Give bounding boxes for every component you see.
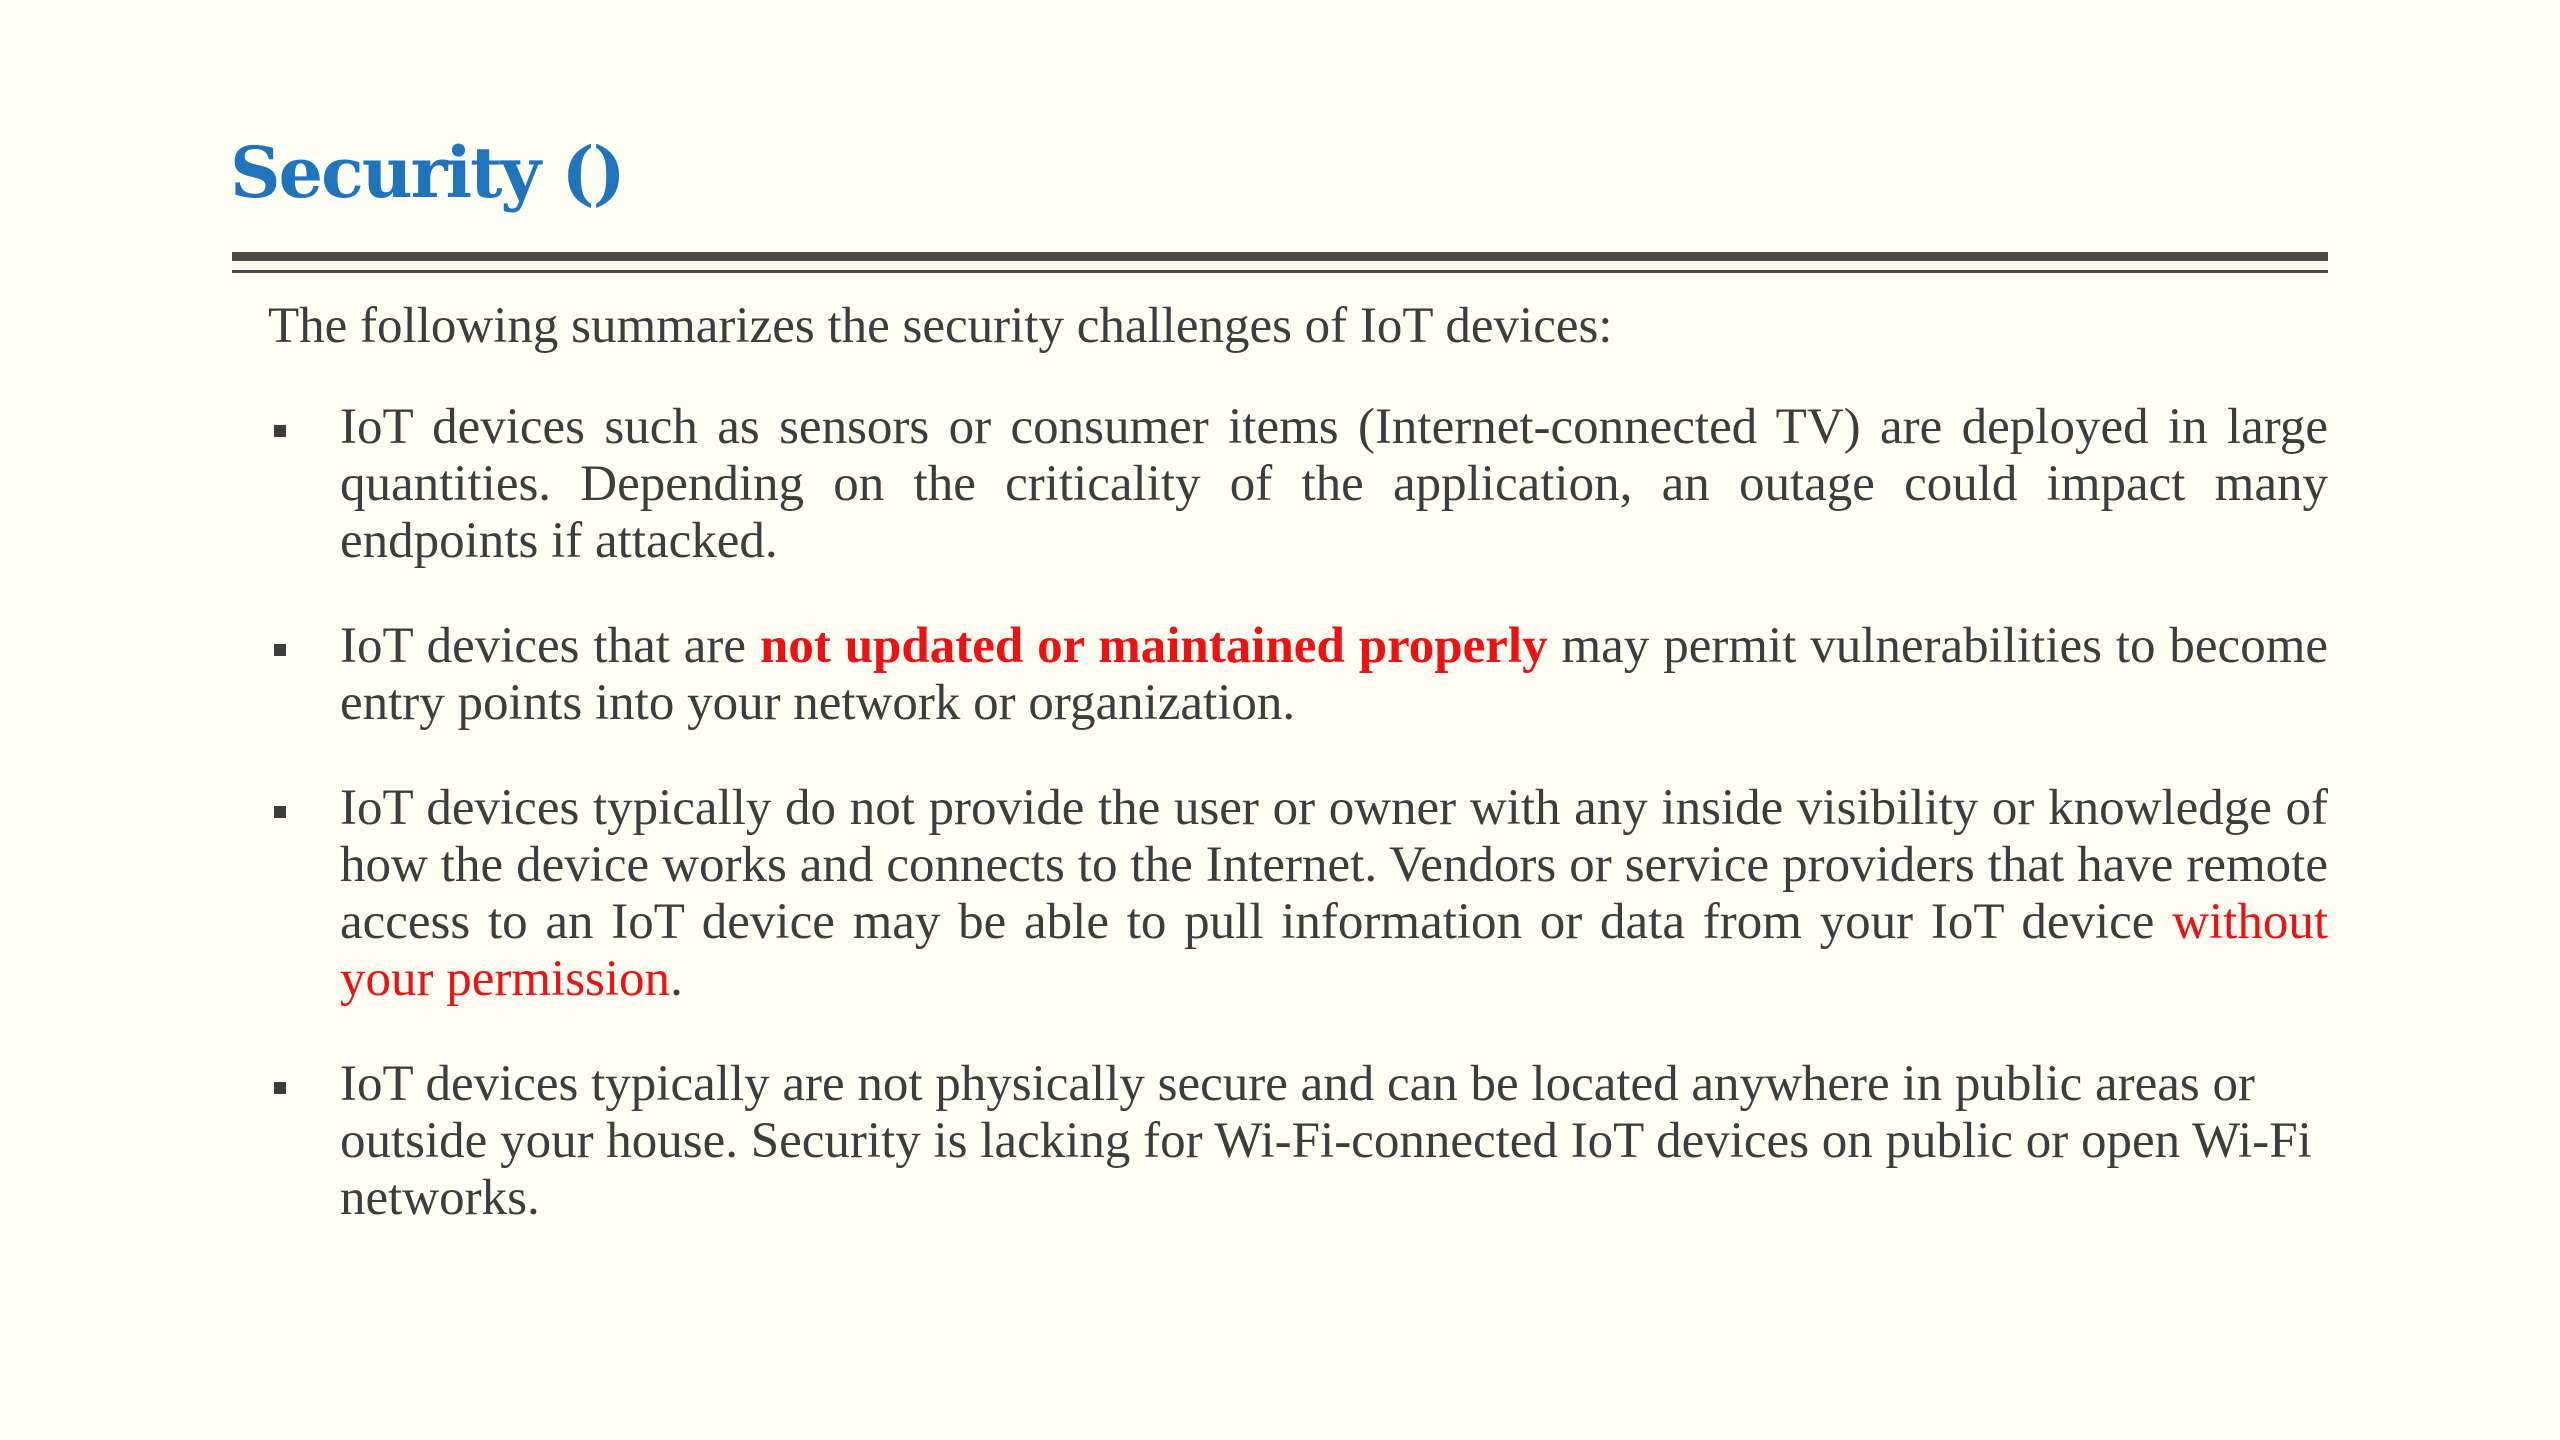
square-bullet-icon xyxy=(274,644,286,656)
slide-body xyxy=(268,298,2328,1275)
bullet-text: IoT devices typically are not physically secure and can be located anywhere in public areas or outside your house. Security is lacking for Wi-Fi-connected IoT devices on public or open Wi-Fi networks. xyxy=(340,1056,2312,1226)
title-rule-thin xyxy=(232,270,2328,273)
bullet-text: IoT devices such as sensors or consumer items (Internet-connected TV) are deployed in large quantities. Depending on the criticality of the application, an outage could impact many endpoints if attacked. xyxy=(340,399,2328,569)
square-bullet-icon xyxy=(274,425,286,437)
intro-text: The following summarizes the security challenges of IoT devices: xyxy=(268,298,1613,354)
bullet-item-2 xyxy=(268,618,2328,732)
bullet-text-after: may permit vulnerabilities to become entry points into your network or organization. xyxy=(340,618,2329,731)
bullet-text-before: IoT devices that are xyxy=(340,618,760,674)
square-bullet-icon xyxy=(274,1082,286,1094)
slide-title: Security () xyxy=(230,131,624,214)
bullet-highlight: not updated or maintained properly xyxy=(759,618,1548,674)
bullet-item-4 xyxy=(268,1056,2328,1227)
bullet-highlight: without your permission xyxy=(340,894,2328,1007)
bullet-text-after: . xyxy=(670,951,683,1007)
square-bullet-icon xyxy=(274,806,286,818)
bullet-text-before: IoT devices typically do not provide the user or owner with any inside visibility or knowledge of how the device works and connects to the Internet. Vendors or service providers that have remote access to an IoT device may be able to pull information or data from your IoT device xyxy=(340,780,2328,950)
bullet-item-3 xyxy=(268,780,2328,1008)
bullet-list xyxy=(268,399,2328,1227)
bullet-item-1 xyxy=(268,399,2328,570)
title-rule-thick xyxy=(232,252,2328,261)
